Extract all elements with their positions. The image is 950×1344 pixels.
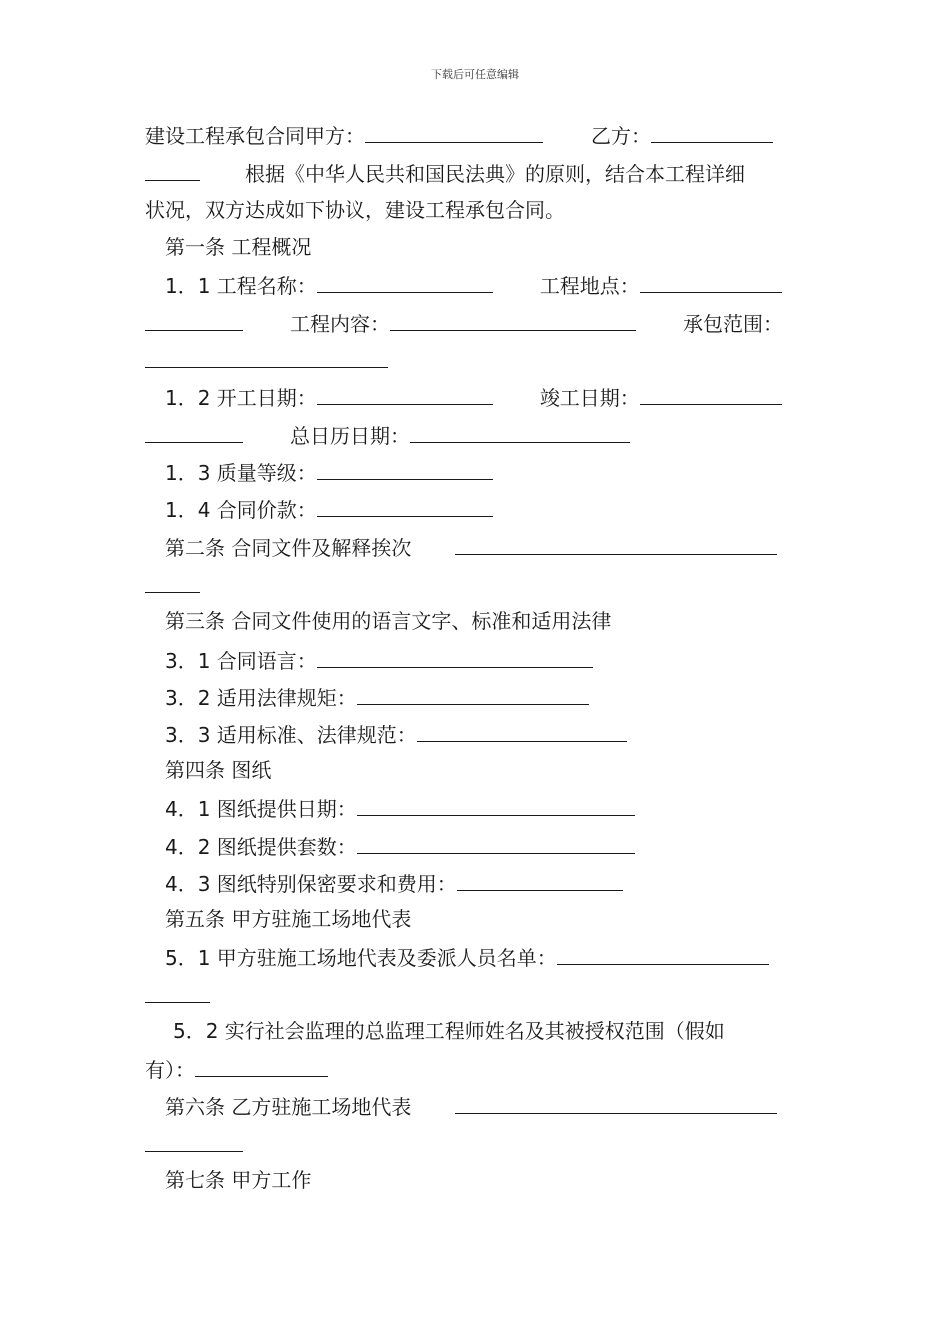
article-7-title: 第七条 甲方工作	[165, 1168, 312, 1192]
preamble-line-1	[145, 158, 807, 188]
quality-grade-label: 1．3 质量等级：	[165, 461, 317, 485]
item-1-1-cont	[145, 308, 807, 338]
item-5-2-cont	[145, 1054, 807, 1084]
total-calendar-days-blank[interactable]	[410, 420, 630, 443]
item-1-3	[165, 457, 827, 487]
article-2-blank-cont[interactable]	[145, 570, 200, 593]
item-1-4	[165, 494, 827, 524]
item-3-1	[165, 645, 827, 675]
drawing-date-blank[interactable]	[357, 793, 635, 816]
party-a-representative-label: 5．1 甲方驻施工场地代表及委派人员名单：	[165, 946, 557, 970]
applicable-law-label: 3．2 适用法律规矩：	[165, 686, 357, 710]
item-3-3	[165, 719, 827, 749]
article-4-title: 第四条 图纸	[165, 758, 272, 782]
article-3-title: 第三条 合同文件使用的语言文字、标准和适用法律	[165, 609, 612, 633]
item-1-1	[165, 270, 807, 300]
item-5-1	[165, 942, 807, 972]
party-b-representative-blank-cont[interactable]	[145, 1129, 243, 1152]
drawing-confidentiality-blank[interactable]	[457, 868, 623, 891]
applicable-standards-blank[interactable]	[417, 719, 627, 742]
article-2-blank[interactable]	[455, 532, 777, 555]
completion-date-blank[interactable]	[640, 382, 782, 405]
contract-price-label: 1．4 合同价款：	[165, 498, 317, 522]
party-a-blank[interactable]	[365, 120, 543, 143]
applicable-standards-label: 3．3 适用标准、法律规范：	[165, 723, 417, 747]
drawing-sets-label: 4．2 图纸提供套数：	[165, 835, 357, 859]
article-6-cont	[145, 1129, 807, 1159]
supervisor-blank[interactable]	[195, 1054, 328, 1077]
party-a-label: 建设工程承包合同甲方：	[145, 124, 365, 148]
item-4-3	[165, 868, 827, 898]
drawing-date-label: 4．1 图纸提供日期：	[165, 797, 357, 821]
drawing-confidentiality-label: 4．3 图纸特别保密要求和费用：	[165, 872, 457, 896]
item-1-2	[165, 382, 807, 412]
page-header: 下载后可任意编辑	[431, 68, 519, 81]
article-2	[165, 532, 807, 562]
contract-language-label: 3．1 合同语言：	[165, 649, 317, 673]
article-2-title: 第二条 合同文件及解释挨次	[165, 536, 412, 560]
article-6	[165, 1091, 807, 1121]
item-5-2: 5．2 实行社会监理的总监理工程师姓名及其被授权范围（假如	[173, 1019, 725, 1043]
start-date-blank[interactable]	[317, 382, 493, 405]
total-calendar-days-label: 总日历日期：	[290, 424, 410, 448]
contract-language-blank[interactable]	[317, 645, 593, 668]
item-3-2	[165, 682, 827, 712]
party-b-blank[interactable]	[651, 120, 773, 143]
quality-grade-blank[interactable]	[317, 457, 493, 480]
party-a-representative-blank-cont[interactable]	[145, 980, 210, 1003]
contract-scope-label: 承包范围：	[683, 312, 783, 336]
article-6-title: 第六条 乙方驻施工场地代表	[165, 1095, 412, 1119]
project-location-label: 工程地点：	[539, 274, 640, 298]
project-location-blank[interactable]	[640, 270, 782, 293]
party-a-representative-blank[interactable]	[557, 942, 769, 965]
item-1-1-scope	[145, 345, 807, 375]
preamble-line-2: 状况，双方达成如下协议，建设工程承包合同。	[145, 198, 565, 222]
article-1-title: 第一条 工程概况	[165, 235, 312, 259]
item-4-1	[165, 793, 827, 823]
party-b-blank-cont[interactable]	[145, 158, 200, 181]
project-location-blank-cont[interactable]	[145, 308, 243, 331]
contract-scope-blank[interactable]	[145, 345, 388, 368]
completion-date-label: 竣工日期：	[539, 386, 640, 410]
contract-parties-line	[145, 120, 807, 150]
item-4-2	[165, 831, 827, 861]
preamble-text-1: 根据《中华人民共和国民法典》的原则，结合本工程详细	[245, 162, 745, 186]
project-name-label: 1．1 工程名称：	[165, 274, 317, 298]
project-content-label: 工程内容：	[290, 312, 390, 336]
party-b-label: 乙方：	[591, 124, 651, 148]
project-name-blank[interactable]	[317, 270, 493, 293]
item-5-1-cont	[145, 980, 807, 1010]
contract-price-blank[interactable]	[317, 494, 493, 517]
project-content-blank[interactable]	[390, 308, 636, 331]
completion-date-blank-cont[interactable]	[145, 420, 243, 443]
item-1-2-cont	[145, 420, 807, 450]
party-b-representative-blank[interactable]	[455, 1091, 777, 1114]
article-5-title: 第五条 甲方驻施工场地代表	[165, 907, 412, 931]
supervisor-label-cont: 有）：	[145, 1058, 195, 1082]
start-date-label: 1．2 开工日期：	[165, 386, 317, 410]
article-2-cont	[145, 570, 807, 600]
drawing-sets-blank[interactable]	[357, 831, 635, 854]
applicable-law-blank[interactable]	[357, 682, 589, 705]
